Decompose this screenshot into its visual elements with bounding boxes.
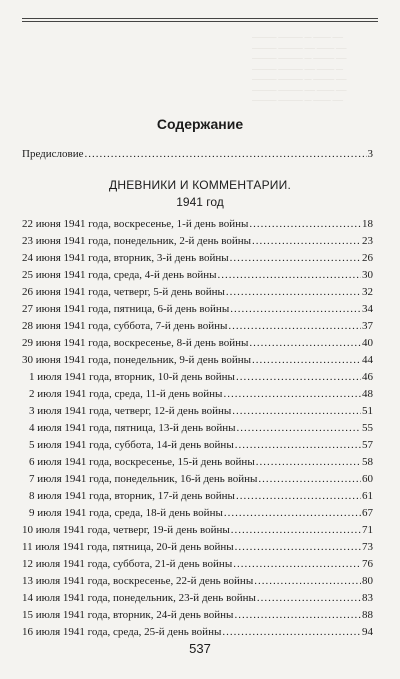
toc-entry-label: 15 июля 1941 года, вторник, 24-й день войны (22, 609, 234, 621)
toc-entry[interactable] (22, 234, 373, 248)
toc-entry-label: 11 июля 1941 года, пятница, 20-й день войны (22, 541, 234, 553)
toc-entry-label: 10 июля 1941 года, четверг, 19-й день войны (22, 524, 230, 536)
toc-entry-label: 22 июня 1941 года, воскресенье, 1-й день войны (22, 218, 249, 230)
toc-entry-label: 25 июня 1941 года, среда, 4-й день войны (22, 269, 217, 281)
dot-leader (232, 404, 361, 418)
toc-entry-label: 8 июля 1941 года, вторник, 17-й день войны (29, 490, 235, 502)
toc-entry-page: 32 (362, 286, 373, 298)
toc-entry[interactable] (22, 540, 373, 554)
dot-leader (235, 438, 361, 452)
toc-entry[interactable] (22, 285, 373, 299)
toc-entry-page: 83 (362, 592, 373, 604)
dot-leader (257, 591, 361, 605)
toc-entry-page: 48 (362, 388, 373, 400)
toc-entry-page: 26 (362, 252, 373, 264)
toc-entry[interactable] (22, 472, 373, 486)
dot-leader (236, 489, 361, 503)
toc-entry[interactable] (22, 523, 373, 537)
section-heading: ДНЕВНИКИ И КОММЕНТАРИИ. (109, 178, 291, 192)
dot-leader (218, 268, 361, 282)
toc-entry[interactable] (22, 319, 373, 333)
toc-entry-page: 60 (362, 473, 373, 485)
toc-entry-page: 30 (362, 269, 373, 281)
toc-entry[interactable] (22, 608, 373, 622)
toc-entry-label: 2 июля 1941 года, среда, 11-й день войны (29, 388, 223, 400)
toc-entry-page: 40 (362, 337, 373, 349)
toc-entry[interactable] (22, 506, 373, 520)
page-number: 537 (189, 641, 211, 656)
toc-entry-page: 58 (362, 456, 373, 468)
dot-leader (235, 540, 361, 554)
dot-leader (231, 523, 361, 537)
toc-entry-label: 3 июля 1941 года, четверг, 12-й день войны (29, 405, 232, 417)
toc-entry-page: 61 (362, 490, 373, 502)
toc-entry-page: 37 (362, 320, 373, 332)
dot-leader (222, 625, 361, 639)
toc-entry-page: 23 (362, 235, 373, 247)
toc-entry[interactable] (22, 625, 373, 639)
dot-leader (254, 574, 361, 588)
toc-entry-page: 51 (362, 405, 373, 417)
toc-entry[interactable] (22, 404, 373, 418)
dot-leader (252, 234, 361, 248)
toc-entry-page: 67 (362, 507, 373, 519)
toc-entry[interactable] (22, 302, 373, 316)
toc-entry-page: 55 (362, 422, 373, 434)
toc-entry-label: 13 июля 1941 года, воскресенье, 22-й день войны (22, 575, 254, 587)
toc-entry-page: 46 (362, 371, 373, 383)
toc-entry-page: 34 (362, 303, 373, 315)
toc-entry-page: 57 (362, 439, 373, 451)
toc-entry-label: 6 июля 1941 года, воскресенье, 15-й день войны (29, 456, 255, 468)
bleed-through-text: _______ _______ __ _____ ___ _______ _______ ___ _____ ___ _______ _______ __ ______ ___ _______ _______ ___ _____ __ _______ _______ __ ______ ___ _______ _______ ___ _____ ___ _______ _______ __ _____ ___ (252, 31, 347, 102)
dot-leader (236, 370, 361, 384)
toc-entry[interactable] (22, 387, 373, 401)
toc-entry-preface[interactable] (22, 147, 373, 161)
toc-entry-page: 73 (362, 541, 373, 553)
dot-leader (85, 147, 367, 161)
toc-entry[interactable] (22, 591, 373, 605)
toc-entry[interactable] (22, 557, 373, 571)
toc-entry-page: 88 (362, 609, 373, 621)
toc-entry-label: 4 июля 1941 года, пятница, 13-й день войны (29, 422, 236, 434)
dot-leader (252, 353, 361, 367)
toc-entry-label: 12 июля 1941 года, суббота, 21-й день войны (22, 558, 233, 570)
toc-entry-label: 23 июня 1941 года, понедельник, 2-й день войны (22, 235, 252, 247)
toc-entry[interactable] (22, 489, 373, 503)
toc-entry-label: 14 июля 1941 года, понедельник, 23-й день войны (22, 592, 256, 604)
top-rule (22, 18, 378, 19)
toc-entry-page: 71 (362, 524, 373, 536)
toc-entry[interactable] (22, 455, 373, 469)
dot-leader (230, 251, 361, 265)
toc-entry-label: 27 июня 1941 года, пятница, 6-й день войны (22, 303, 230, 315)
toc-entry[interactable] (22, 574, 373, 588)
toc-entry[interactable] (22, 421, 373, 435)
toc-entry-label: 9 июля 1941 года, среда, 18-й день войны (29, 507, 223, 519)
toc-entry-label: 28 июня 1941 года, суббота, 7-й день войны (22, 320, 228, 332)
toc-entry[interactable] (22, 438, 373, 452)
toc-entry-page: 76 (362, 558, 373, 570)
dot-leader (228, 319, 361, 333)
toc-entry-label: 1 июля 1941 года, вторник, 10-й день войны (29, 371, 235, 383)
dot-leader (223, 387, 361, 401)
toc-entry-label: 30 июня 1941 года, понедельник, 9-й день войны (22, 354, 252, 366)
toc-entry-label: 5 июля 1941 года, суббота, 14-й день войны (29, 439, 234, 451)
toc-entry-page: 3 (367, 148, 373, 160)
dot-leader (258, 472, 361, 486)
year-heading: 1941 год (176, 195, 224, 209)
toc-entry[interactable] (22, 217, 373, 231)
top-rule (22, 21, 378, 22)
toc-entry-page: 94 (362, 626, 373, 638)
toc-entry-label: Предисловие (22, 148, 84, 160)
toc-entry-page: 18 (362, 218, 373, 230)
dot-leader (224, 506, 361, 520)
dot-leader (249, 217, 361, 231)
toc-entry[interactable] (22, 353, 373, 367)
toc-entry-page: 44 (362, 354, 373, 366)
dot-leader (234, 608, 361, 622)
dot-leader (256, 455, 361, 469)
dot-leader (226, 285, 361, 299)
dot-leader (233, 557, 361, 571)
toc-entry-label: 24 июня 1941 года, вторник, 3-й день войны (22, 252, 229, 264)
dot-leader (237, 421, 361, 435)
toc-entry-label: 7 июля 1941 года, понедельник, 16-й день войны (29, 473, 258, 485)
dot-leader (249, 336, 361, 350)
toc-entry[interactable] (22, 336, 373, 350)
toc-entry-page: 80 (362, 575, 373, 587)
toc-title: Содержание (156, 116, 244, 132)
toc-entry-label: 29 июня 1941 года, воскресенье, 8-й день войны (22, 337, 249, 349)
toc-entry-label: 26 июня 1941 года, четверг, 5-й день войны (22, 286, 225, 298)
toc-entry[interactable] (22, 370, 373, 384)
toc-entry-label: 16 июля 1941 года, среда, 25-й день войны (22, 626, 222, 638)
toc-entry[interactable] (22, 268, 373, 282)
dot-leader (230, 302, 361, 316)
toc-entry[interactable] (22, 251, 373, 265)
